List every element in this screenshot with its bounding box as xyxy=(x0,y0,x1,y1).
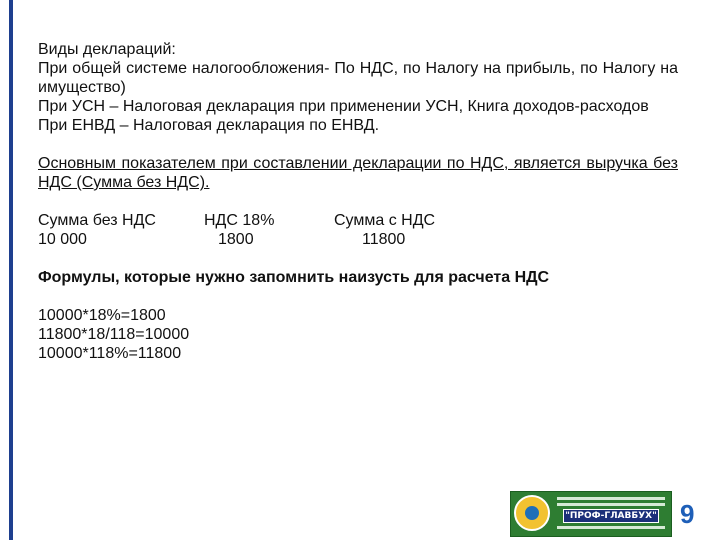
amount-value: 10 000 xyxy=(38,231,87,248)
usn-text: При УСН – Налоговая декларация при применении УСН, Книга доходов-расходов xyxy=(38,98,649,115)
envd-text: При ЕНВД – Налоговая декларация по ЕНВД. xyxy=(38,117,380,134)
formulas-heading: Формулы, которые нужно запомнить наизусть для расчета НДС xyxy=(38,269,550,286)
amount-column-net xyxy=(38,211,156,249)
page-number: 9 xyxy=(680,499,695,529)
amount-header: НДС 18% xyxy=(204,212,275,229)
formula-item: 10000*18%=1800 xyxy=(38,307,166,324)
formula-item: 11800*18/118=10000 xyxy=(38,326,190,343)
amount-header: Сумма без НДС xyxy=(38,212,156,229)
logo-brand-text: "ПРОФ-ГЛАВБУХ" xyxy=(563,509,659,523)
amount-column-vat xyxy=(204,211,274,249)
main-indicator-text: Основным показателем при составлении декларации по НДС, является выручка без НДС (Сумма без НДС). xyxy=(38,155,678,191)
company-logo xyxy=(510,491,672,537)
amount-value: 11800 xyxy=(362,231,406,248)
left-accent-bar xyxy=(9,0,13,540)
general-system-text: При общей системе налогообложения- По НДС, по Налогу на прибыль, по Налогу на имущество) xyxy=(38,60,678,96)
emblem-icon xyxy=(514,495,550,531)
declarations-heading: Виды деклараций: xyxy=(38,41,176,58)
amount-column-gross xyxy=(334,211,435,249)
formula-item: 10000*118%=11800 xyxy=(38,345,182,362)
amount-value: 1800 xyxy=(218,231,254,248)
slide-text xyxy=(38,40,678,363)
amount-header: Сумма с НДС xyxy=(334,212,436,229)
amounts-table xyxy=(38,211,678,249)
